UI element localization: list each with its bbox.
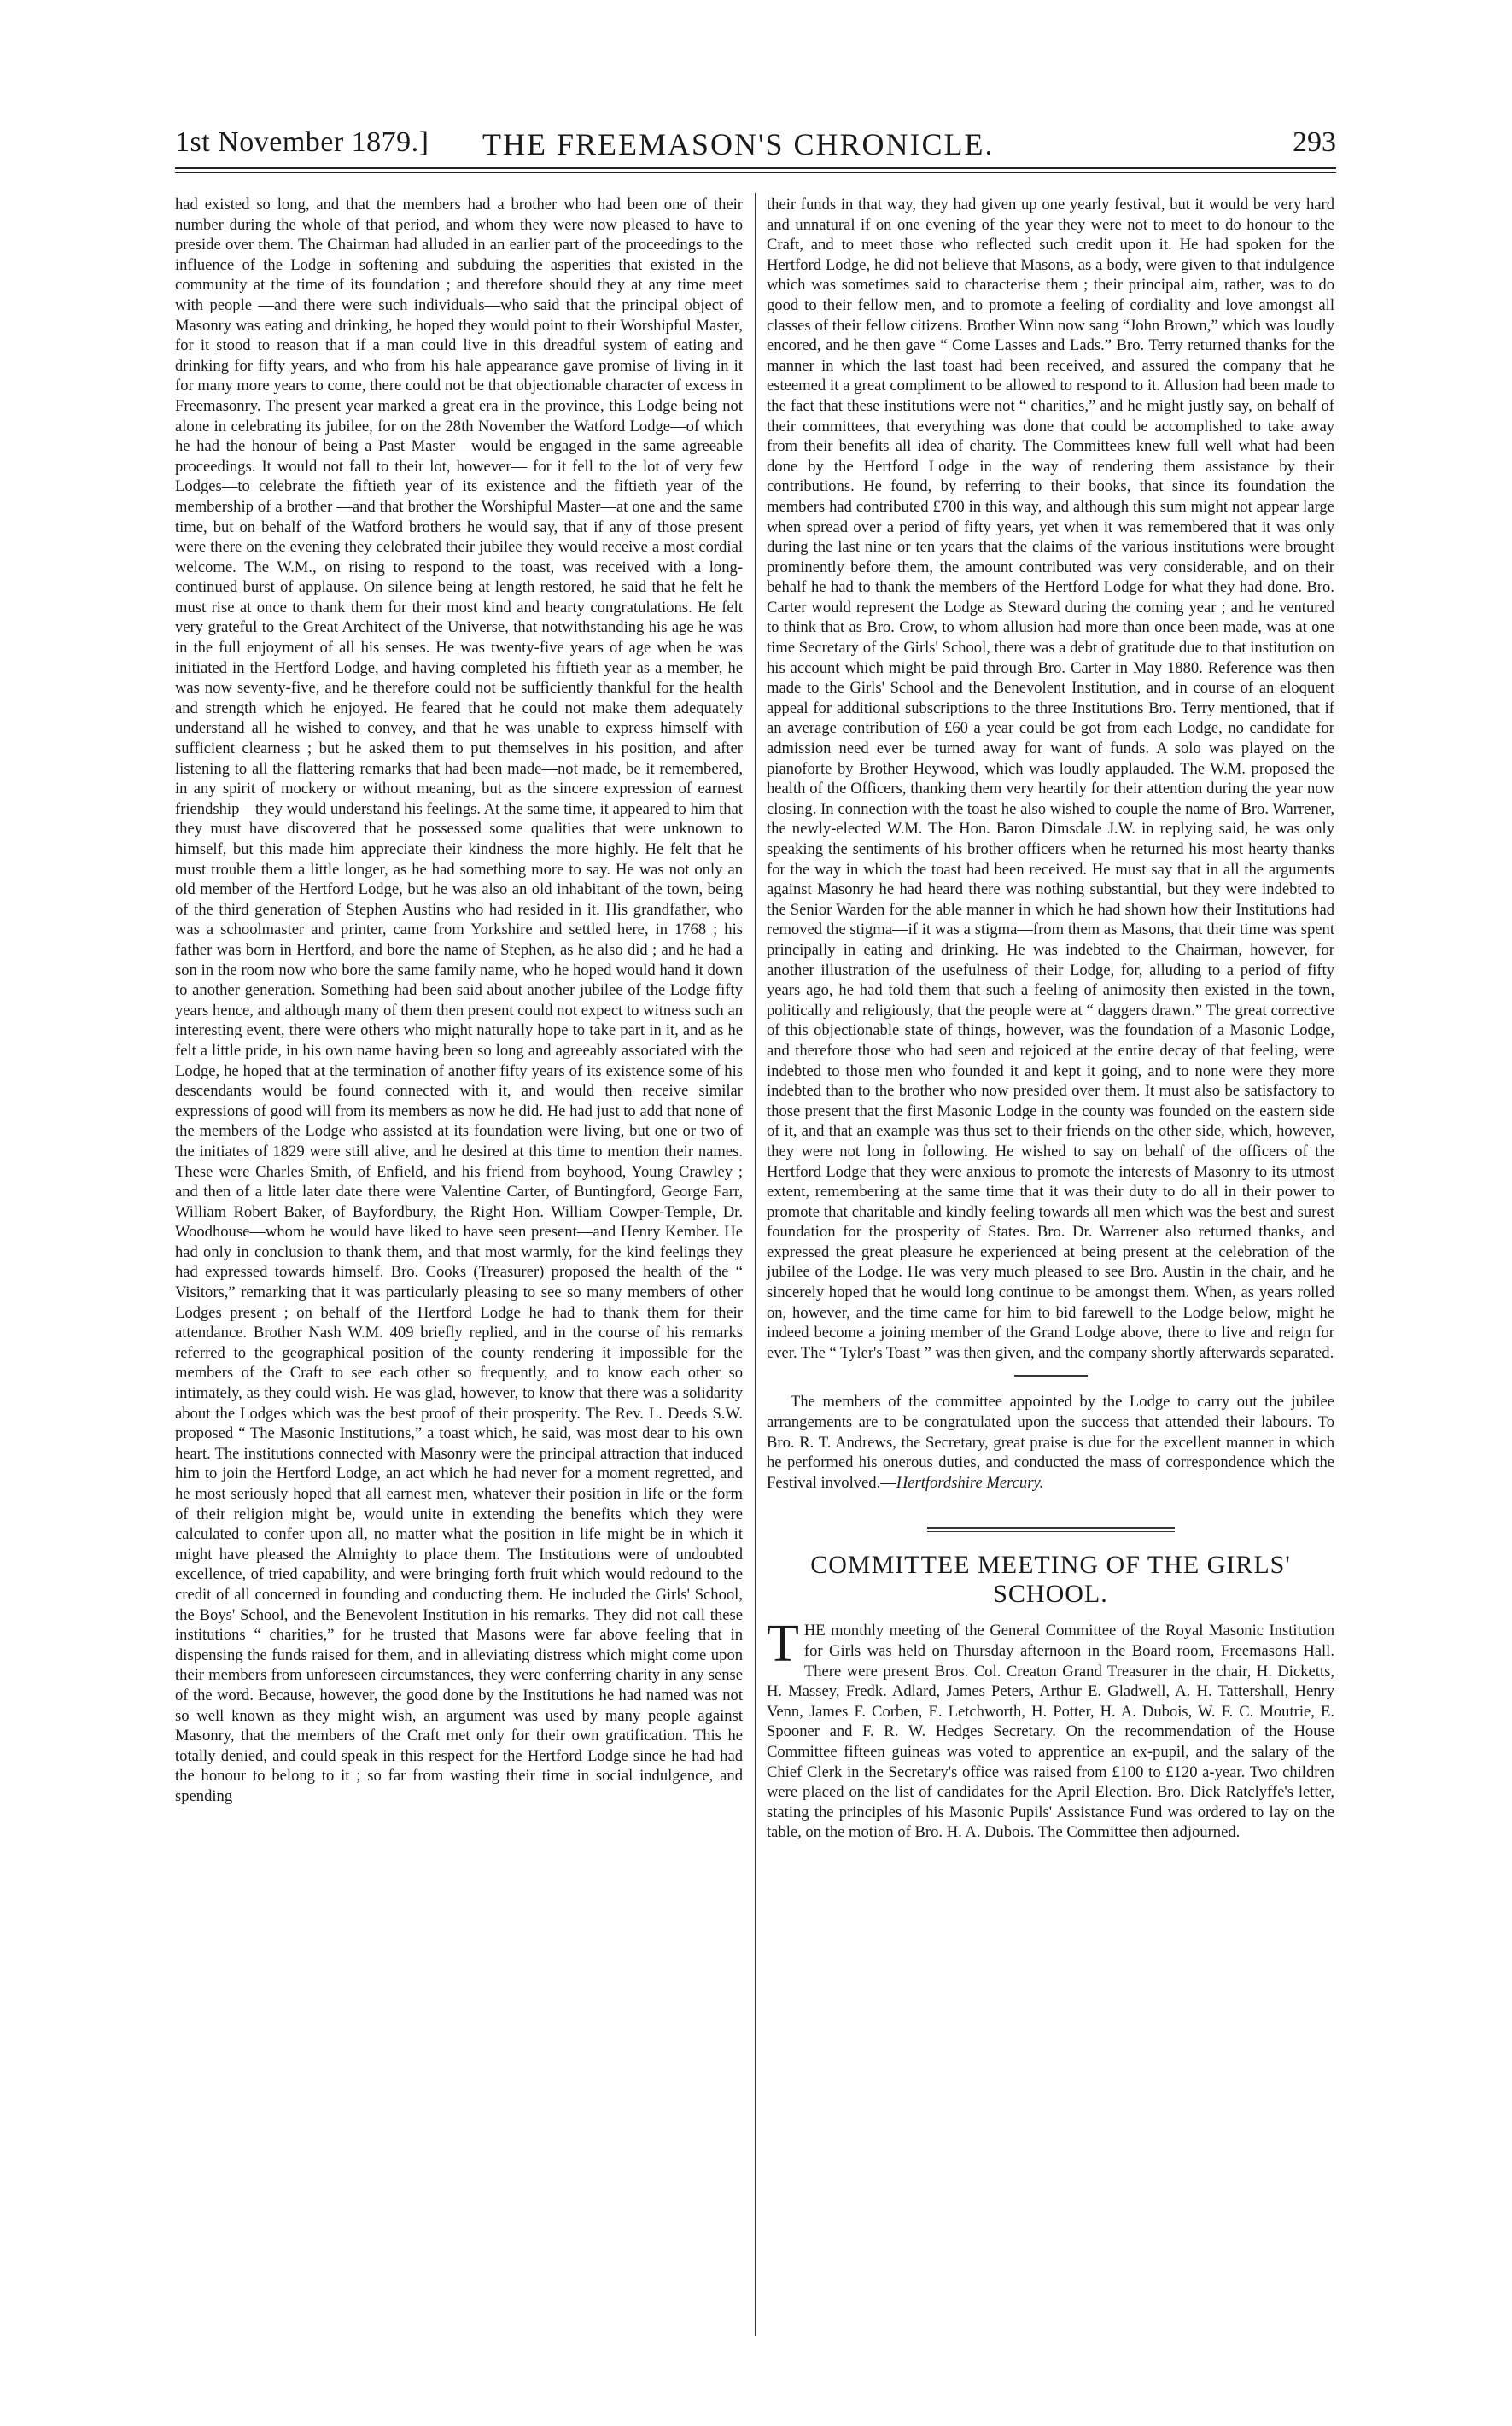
right-column [767,195,1334,1843]
page-number: 293 [1293,126,1336,158]
left-column [175,195,743,1807]
right-column-paragraph: their funds in that way, they had given up one yearly festival, but it would be very hard and unnatural if on one evening of the year they were not to meet to do honour to the Craft, and to meet those who reflected such credit upon it. He had spoken for the Hertford Lodge, he did not believe that Masons, as a body, were given to that indulgence which was sometimes said to characterise them ; their principal aim, rather, was to do good to their fellow men, and to promote a feeling of cordiality and love amongst all classes of their fellow citizens. Brother Winn now sang “John Brown,” which was loudly encored, and he then gave “ Come Lasses and Lads.” Bro. Terry returned thanks for the manner in which the last toast had been received, and assured the company that he esteemed it a great compliment to be allowed to respond to it. Allusion had been made to the fact that these institutions were not “ charities,” and he might justly say, on behalf of their committees, that everything was done that could be accomplished to take away from their benefits all idea of charity. The Committees knew full well what had been done by the Hertford Lodge in the way of rendering them assistance by their contributions. He found, by referring to their books, that since its foundation the members had contributed £700 in this way, and although this sum might not appear large when spread over a period of fifty years, yet when it was remembered that it was only during the last nine or ten years that the claims of the various institutions were brought prominently before them, the amount contributed was very considerable, and on their behalf he had to thank the members of the Hertford Lodge for what they had done. Bro. Carter would represent the Lodge as Steward during the coming year ; and he ventured to think that as Bro. Crow, to whom allusion had more than once been made, was at one time Secretary of the Girls' School, there was a debt of gratitude due to that institution on his account which might be paid through Bro. Carter in May 1880. Reference was then made to the Girls' School and the Benevolent Institution, and in course of an eloquent appeal for additional subscriptions to the three Institutions Bro. Terry mentioned, that if an average contribution of £60 a year could be got from each Lodge, no candidate for admission need ever be turned away for want of funds. A solo was played on the pianoforte by Brother Heywood, which was loudly applauded. The W.M. proposed the health of the Officers, thanking them very heartily for their attention during the year now closing. In connection with the toast he also wished to couple the name of Bro. Warrener, the newly-elected W.M. The Hon. Baron Dimsdale J.W. in replying said, he was only speaking the sentiments of his brother officers when he returned his most hearty thanks for the way in which the toast had been received. He must say that in all the arguments against Masonry he had heard there was nothing substantial, but they were indebted to the Senior Warden for the able manner in which he had shown how their Institutions had removed the stigma—if it was a stigma—from them as Masons, that their time was spent principally in eating and drinking. He was indebted to the Chairman, however, for another illustration of the usefulness of their Lodge, for, alluding to a period of fifty years ago, he had told them that such a feeling of animosity then existed in the town, politically and religiously, that the people were at “ daggers drawn.” The great corrective of this objectionable state of things, however, was the foundation of a Masonic Lodge, and therefore those who had seen and rejoiced at the entire decay of that feeling, were indebted to those men who founded it and kept it going, and to none were they more indebted than to the brother who now presided over them. It must also be satisfactory to those present that the first Masonic Lodge in the county was founded on the eastern side of it, and that an example was thus set to their friends on the other side, which, however, they were not long in following. He wished to say on behalf of the officers of the Hertford Lodge that they were anxious to promote the interests of Masonry to its utmost extent, remembering at the same time that it was their duty to do all in their power to promote that charitable and kindly feeling towards all men which was the best and surest foundation for the prosperity of States. Bro. Dr. Warrener also returned thanks, and expressed the great pleasure he experienced at being present at the celebration of the jubilee of the Lodge. He was very much pleased to see Bro. Austin in the chair, and he sincerely hoped that he would long continue to be amongst them. When, as years rolled on, however, and the time came for him to bid farewell to the Lodge below, might he indeed become a joining member of the Grand Lodge above, there to live and reign for ever. The “ Tyler's Toast ” was then given, and the company shortly afterwards separated. [767,196,1334,1362]
header-rule [175,167,1336,169]
committee-paragraph [767,1392,1334,1493]
section-divider [1014,1375,1088,1377]
article-paragraph [767,1615,1334,1843]
article-heading: COMMITTEE MEETING OF THE GIRLS' SCHOOL. [810,1551,1291,1609]
drop-cap: T [767,1615,799,1674]
header-rule-thin [175,172,1336,173]
article-paragraph-text: HE monthly meeting of the General Committee of the Royal Masonic Institution for Girls was held on Thursday afternoon in the Board room, Freemasons Hall. There were present Bros. Col. Creaton Grand Treasurer in the chair, H. Dicketts, H. Massey, Fredk. Adlard, James Peters, Arthur E. Gladwell, A. H. Tattershall, Henry Venn, James F. Corben, E. Letchworth, H. Potter, H. A. Dubois, W. F. C. Moutrie, E. Spooner and F. R. W. Hedges Secretary. On the recommendation of the House Committee fifteen guineas was voted to apprentice an ex-pupil, and the salary of the Chief Clerk in the Secretary's office was raised from £100 to £120 a-year. Two children were placed on the list of candidates for the April Election. Bro. Dick Ratclyffe's letter, stating the principles of his Masonic Pupils' Assistance Fund was ordered to lay on the table, on the motion of Bro. H. A. Dubois. The Committee then adjourned. [767,1622,1334,1842]
committee-paragraph-text: The members of the committee appointed by the Lodge to carry out the jubilee arrangements are to be congratulated upon the success that attended their labours. To Bro. R. T. Andrews, the Secretary, great praise is due for the excellent manner in which he performed his onerous duties, and conducted the mass of correspondence which the Festival involved.— [767,1393,1334,1492]
left-column-paragraph: had existed so long, and that the members had a brother who had been one of their number during the whole of that period, and whom they were now pleased to have to preside over them. The Chairman had alluded in an earlier part of the proceedings to the influence of the Lodge in softening and subduing the asperities that existed in the community at the time of its foundation ; and therefore should they at any time meet with people —and there were such individuals—who said that the principal object of Masonry was eating and drinking, he hoped they would point to their Worshipful Master, for it stood to reason that if a man could live in this dreadful system of eating and drinking for fifty years, and who from his hale appearance gave promise of living in it for many more years to come, there could not be that objectionable character of excess in Freemasonry. The present year marked a great era in the province, this Lodge being not alone in celebrating its jubilee, for on the 28th November the Watford Lodge—of which he had the honour of being a Past Master—would be engaged in the same agreeable proceedings. It would not fall to their lot, however— for it fell to the lot of very few Lodges—to celebrate the fiftieth year of its existence and the fiftieth year of the membership of a brother —and that brother the Worshipful Master—at one and the same time, but on behalf of the Watford brothers he would say, that if any of those present were there on the evening they celebrated their jubilee they would receive a most cordial welcome. The W.M., on rising to respond to the toast, was received with a long-continued burst of applause. On silence being at length restored, he said that he felt he must rise at once to thank them for their most kind and hearty congratulations. He felt very grateful to the Great Architect of the Universe, that notwithstanding his age he was in the full enjoyment of all his senses. He was twenty-five years of age when he was initiated in the Hertford Lodge, and having completed his fiftieth year as a member, he was now seventy-five, and he therefore could not be sufficiently thankful for the health and strength which he enjoyed. He feared that he could not make them adequately understand all he wished to convey, and that he was unable to express himself with sufficient clearness ; but he asked them to put themselves in his position, and after listening to all the flattering remarks that had been made—not made, be it remembered, in any spirit of mockery or without meaning, but as the sincere expression of earnest friendship—they would understand his feelings. At the same time, it appeared to him that they must have discovered that he possessed some qualities that were unknown to himself, but this made him appreciate their kindness the more highly. He felt that he must trouble them a little longer, as he had something more to say. He was not only an old member of the Hertford Lodge, but he was also an old inhabitant of the town, being of the third generation of Stephen Austins who had resided in it. His grandfather, who was a schoolmaster and printer, came from Yorkshire and settled here, in 1768 ; his father was born in Hertford, and bore the name of Stephen, as he also did ; and he had a son in the room now who bore the same family name, who he hoped would hand it down to another generation. Something had been said about another jubilee of the Lodge fifty years hence, and although many of them then present could not expect to witness such an interesting event, there were others who might naturally hope to take part in it, and as he felt a little pride, in his own name having been so long and agreeably associated with the Lodge, he hoped that at the termination of another fifty years of its existence some of his descendants would be found connected with it, and would then receive similar expressions of good will from its members as now he did. He had just to add that none of the members of the Lodge who assisted at its foundation were living, but one or two of the initiates of 1829 were still alive, and he desired at this time to mention their names. These were Charles Smith, of Enfield, and his friend from boyhood, Young Crawley ; and then of a little later date there were Valentine Carter, of Buntingford, George Farr, William Robert Baker, of Bayfordbury, the Right Hon. William Cowper-Temple, Dr. Woodhouse—whom he would have liked to have seen present—and Henry Kember. He had only in conclusion to thank them, and that most warmly, for the kind feelings they had expressed towards himself. Bro. Cooks (Treasurer) proposed the health of the “ Visitors,” remarking that it was particularly pleasing to see so many members of other Lodges present ; on behalf of the Hertford Lodge he had to thank them for their attendance. Brother Nash W.M. 409 briefly replied, and in the course of his remarks referred to the geographical position of the county rendering it impossible for the members of the Craft to see each other so frequently, and to know each other so intimately, as they could wish. He was glad, however, to know that there was a solidarity about the Lodges which was the best proof of their prosperity. The Rev. L. Deeds S.W. proposed “ The Masonic Institutions,” a toast which, he said, was most dear to his own heart. The institutions connected with Masonry were the principal attraction that induced him to join the Hertford Lodge, an act which he had never for a moment regretted, and he most seriously hoped that all earnest men, whatever their position in life or the form of their religion might be, would unite in extending the benefits which they were calculated to confer upon all, no matter what the position in life might be in which it might have pleased the Almighty to place them. The Institutions were of undoubted excellence, of tried capability, and were bringing forth fruit which would redound to the credit of all concerned in founding and conducting them. He included the Girls' School, the Boys' School, and the Benevolent Institution in his remarks. They did not call these institutions “ charities,” for he trusted that Masons were far above feeling that in dispensing the funds raised for them, and in alleviating distress which might come upon their members from unforeseen circumstances, they were conferring charity in any sense of the word. Because, however, the good done by the Institutions he had named was not so well known as they might wish, an argument was used by many people against Masonry, that the members of the Craft met only for their own gratification. This he totally denied, and could speak in this respect for the Hertford Lodge since he had had the honour to belong to it ; so far from wasting their time in social indulgence, and spending [175,196,743,1805]
masthead [175,126,1336,169]
source-attribution: Hertfordshire Mercury. [896,1473,1044,1492]
article-divider [927,1527,1175,1532]
column-divider [755,193,756,2336]
publication-title: THE FREEMASON'S CHRONICLE. [482,127,995,161]
issue-date: 1st November 1879.] [175,126,429,158]
